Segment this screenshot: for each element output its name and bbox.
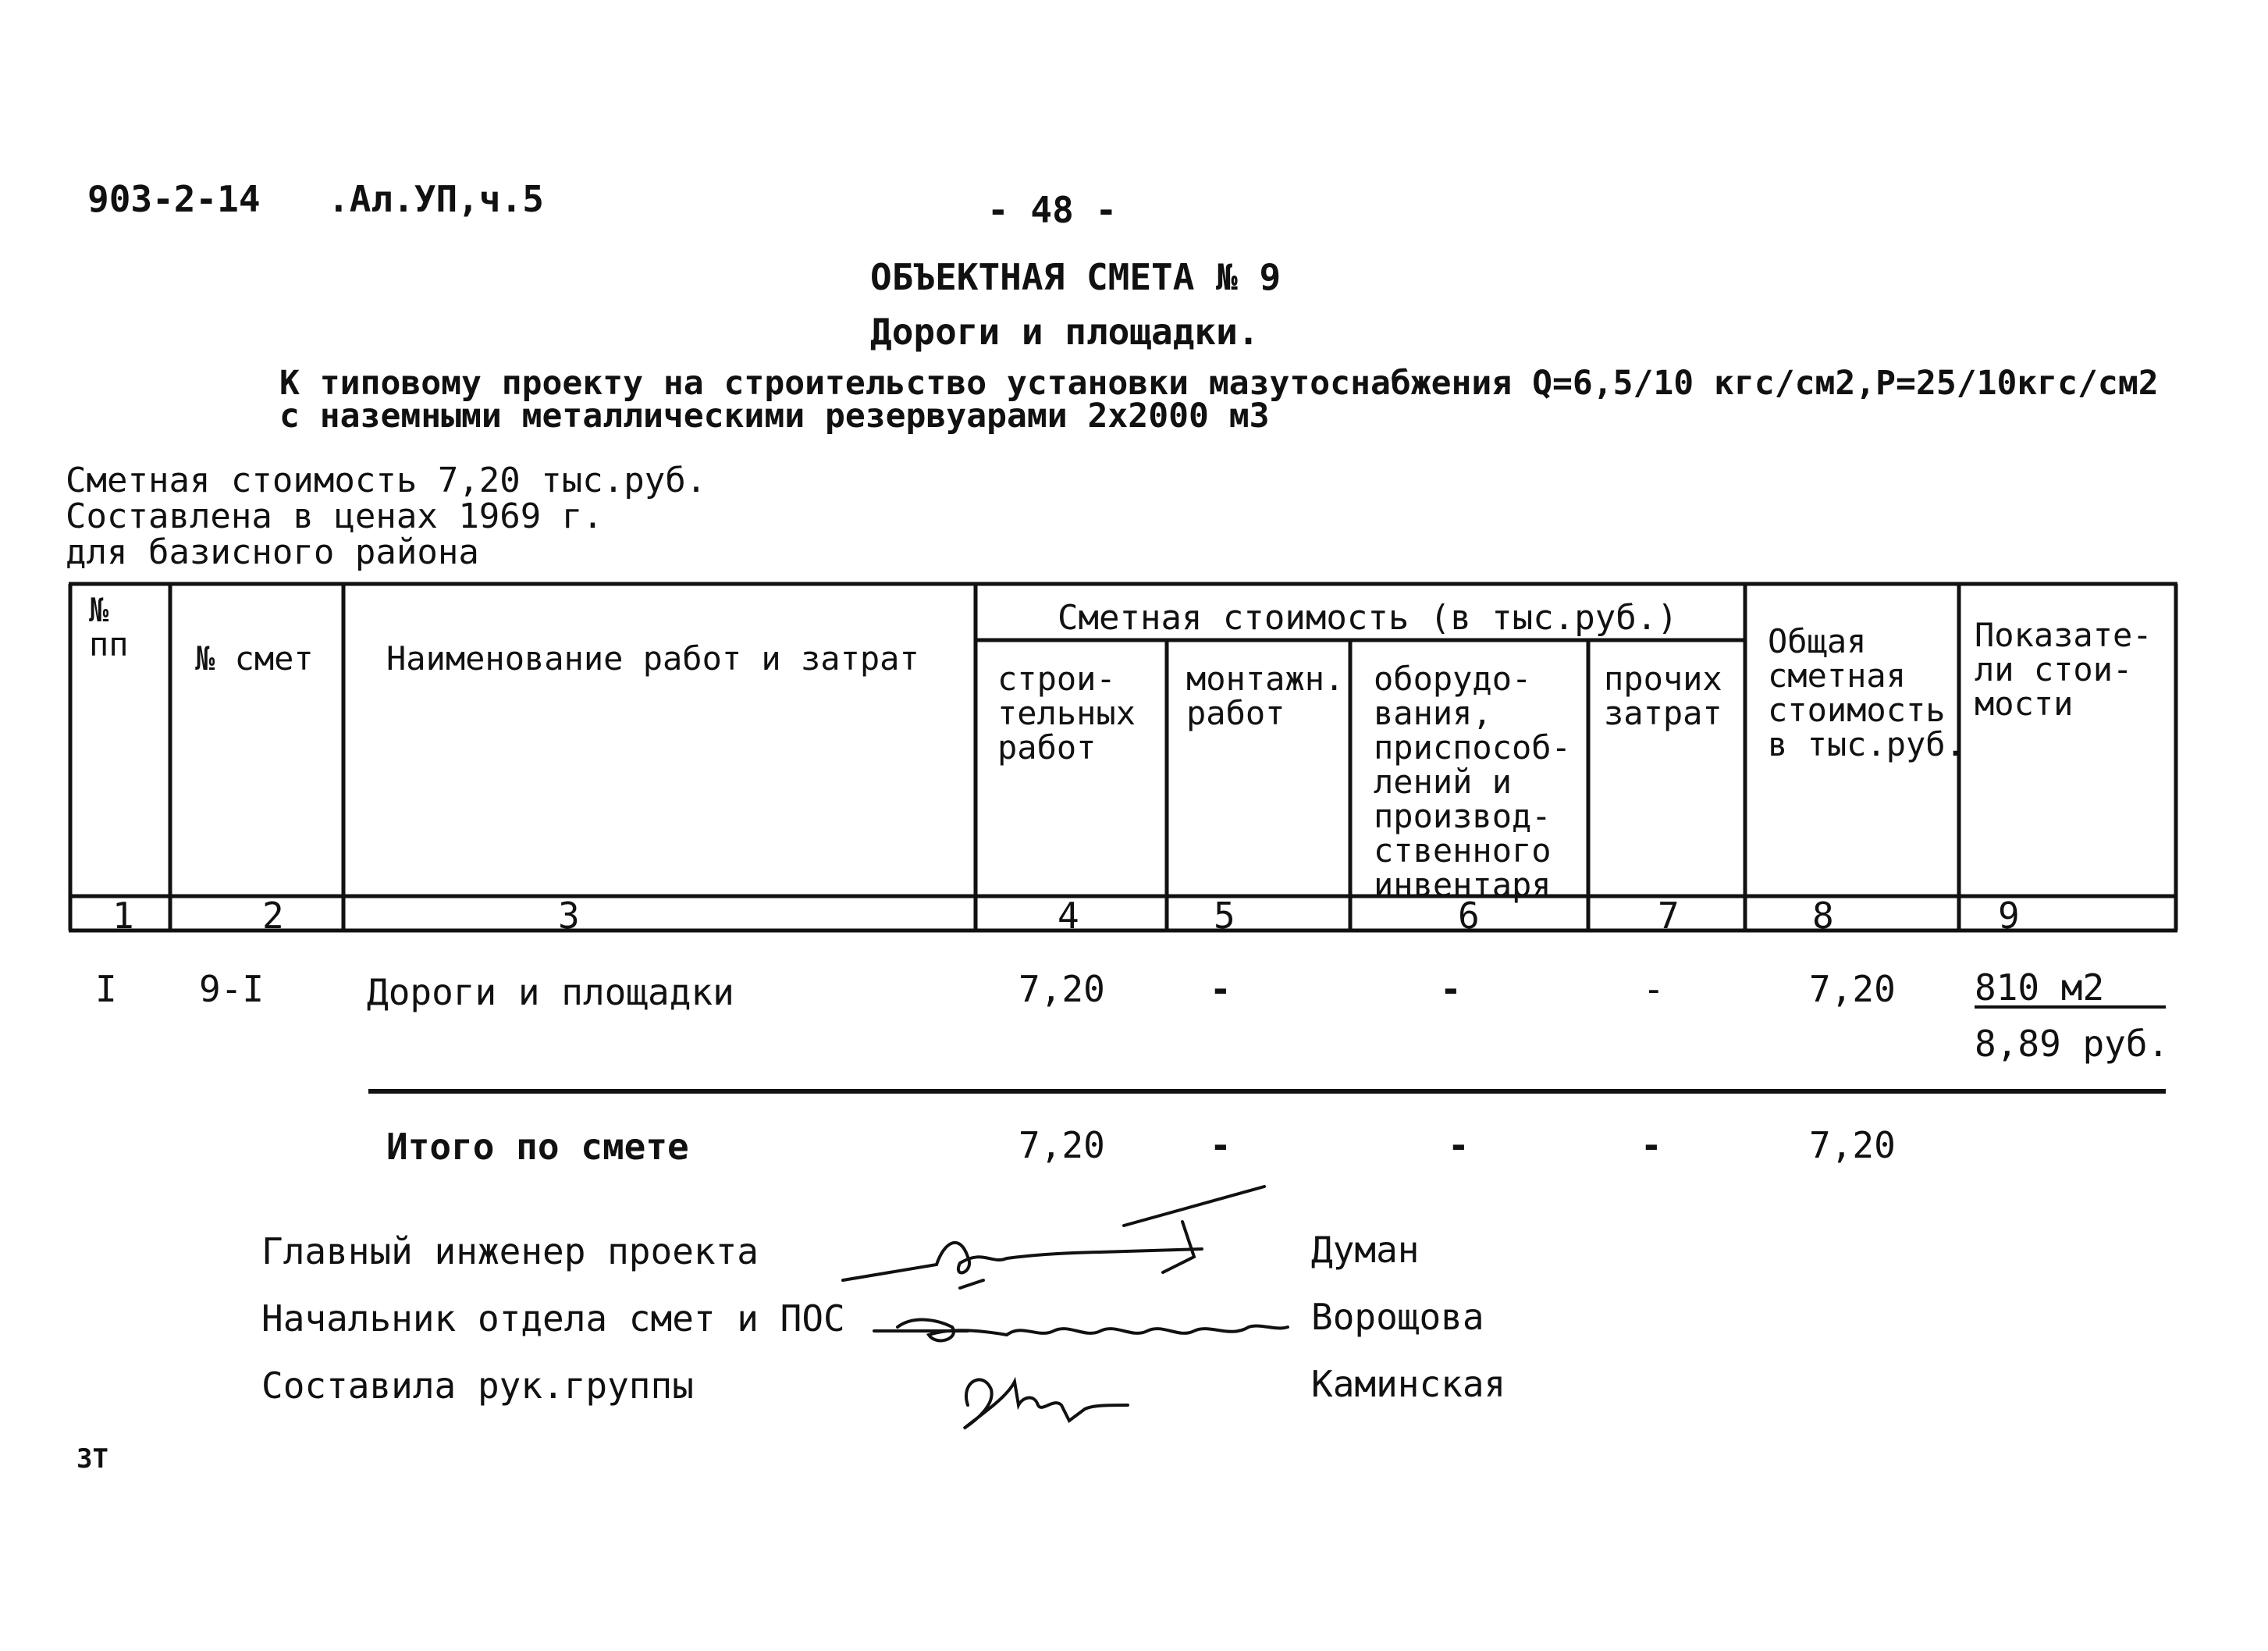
header-cost-group: Сметная стоимость (в тыс.руб.) (1058, 598, 1678, 638)
header-equipment: оборудо- вания, приспособ- лений и производ- ственного инвентаря (1374, 660, 1571, 904)
row-equipment-cost: - (1440, 968, 1462, 1010)
estimate-title: ОБЪЕКТНАЯ СМЕТА № 9 (870, 256, 1282, 298)
signature-name: Каминская (1311, 1363, 1506, 1405)
row-number: I (95, 968, 117, 1010)
column-number: 6 (1458, 895, 1480, 937)
column-number: 5 (1214, 895, 1235, 937)
row-other-cost: - (1643, 968, 1665, 1010)
project-description-line1: К типовому проекту на строительство установки мазутоснабжения Q=6,5/10 кгс/см2,Р=25/10кгс/см2 (279, 364, 2159, 403)
row-estimate-number: 9-I (199, 968, 265, 1010)
header-work-name: Наименование работ и затрат (386, 639, 919, 678)
album-reference: .Ал.УП,ч.5 (328, 178, 544, 220)
row-work-name: Дороги и площадки (367, 971, 734, 1013)
estimate-subtitle: Дороги и площадки. (870, 311, 1260, 353)
page-number: - 48 - (987, 189, 1118, 231)
row-total-cost: 7,20 (1809, 968, 1896, 1010)
total-installation-cost: - (1210, 1124, 1232, 1166)
column-number: 1 (112, 895, 134, 937)
header-construction-works: строи- тельных работ (997, 660, 1136, 767)
row-construction-cost: 7,20 (1018, 968, 1105, 1010)
row-indicator-area: 810 м2 (1975, 966, 2105, 1009)
header-estimate-number: № смет (195, 639, 314, 678)
estimated-cost: Сметная стоимость 7,20 тыс.руб. (66, 461, 707, 500)
row-indicator-price: 8,89 руб. (1975, 1023, 2170, 1065)
row-installation-cost: - (1210, 968, 1232, 1010)
column-number: 2 (262, 895, 284, 937)
signature-name: Думан (1311, 1229, 1420, 1271)
signature-role: Главный инженер проекта (261, 1230, 759, 1272)
column-number: 9 (1998, 895, 2020, 937)
total-equipment-cost: - (1448, 1124, 1470, 1166)
total-construction-cost: 7,20 (1018, 1124, 1105, 1166)
column-number: 8 (1812, 895, 1834, 937)
signature-role: Составила рук.группы (261, 1365, 694, 1407)
price-basis: Составлена в ценах 1969 г. (66, 496, 603, 536)
total-other-cost: - (1641, 1124, 1662, 1166)
document-code: 903-2-14 (87, 178, 261, 220)
header-total-cost: Общая сметная стоимость в тыс.руб. (1768, 622, 1965, 763)
total-row-label: Итого по смете (386, 1126, 689, 1168)
column-number: 3 (558, 895, 580, 937)
header-other-costs: прочих затрат (1604, 660, 1722, 732)
column-number: 4 (1058, 895, 1079, 937)
handwritten-signatures (827, 1171, 1311, 1452)
total-total-cost: 7,20 (1809, 1124, 1896, 1166)
signature-role: Начальник отдела смет и ПОС (261, 1297, 845, 1340)
header-row-number: № пп (89, 591, 129, 664)
header-cost-indicators: Показате- ли стои- мости (1975, 616, 2152, 723)
region-basis: для базисного района (66, 532, 479, 572)
project-description-line2: с наземными металлическими резервуарами 2х2000 м3 (279, 397, 1270, 436)
column-number: 7 (1658, 895, 1680, 937)
header-installation-works: монтажн. работ (1186, 660, 1345, 732)
footer-mark: ЗТ (76, 1443, 108, 1475)
signature-name: Ворощова (1311, 1296, 1484, 1338)
